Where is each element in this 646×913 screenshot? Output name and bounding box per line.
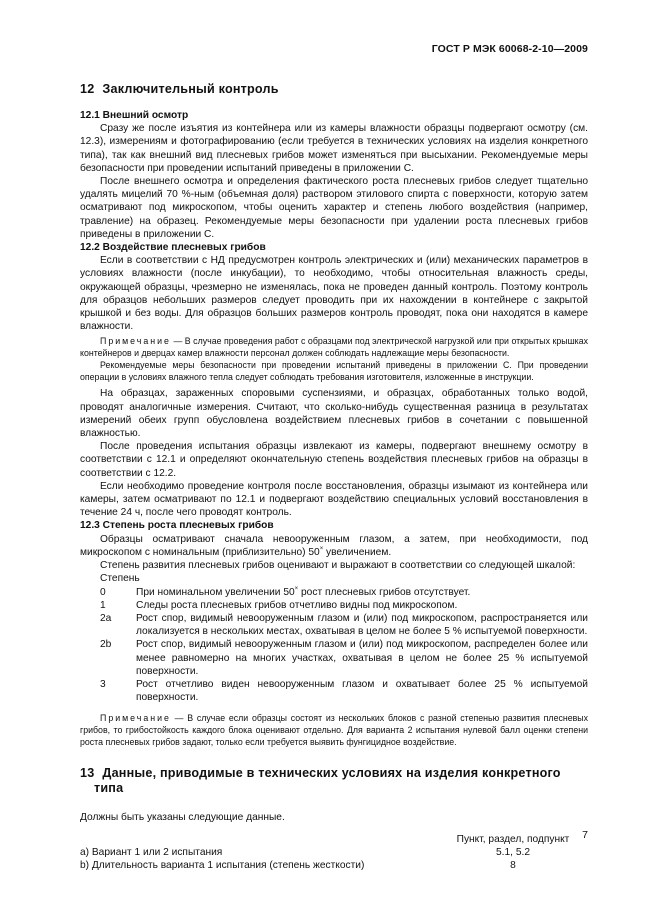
table-row: [80, 846, 588, 859]
section-13-number: 13: [80, 766, 95, 781]
table-header-row: [80, 833, 588, 846]
paragraph-12-2-b: На образцах, зараженных споровыми суспензиями, и образцах, обработанных только водой, проводят аналогичные измерения. Считают, что сколько-нибудь существенная разница в результатах измерений обеих групп обусловлена воздействием плесневых грибов в сочетании с повышенной влажностью.: [80, 388, 588, 440]
scale-item: 3 Рост отчетливо виден невооруженным глазом и охватывает более 25 % испытуемой поверхности.: [100, 678, 588, 704]
table-cell-item: b) Длительность варианта 1 испытания (степень жесткости): [80, 859, 365, 871]
paragraph-12-1-b: После внешнего осмотра и определения фактического роста плесневых грибов следует тщательно удалять мицелий 70 %-ным (объемная доля) раствором этилового спирта с поверхности, которую затем осматривают под микроскопом, чтобы оценить характер и степень любого воздействия (например, травление) на образец. Рекомендуемые меры безопасности при удалении роста плесневых грибов приведены в приложении С.: [80, 176, 588, 240]
section-12-title: Заключительный контроль: [102, 82, 279, 96]
paragraph-12-3-b: Степень развития плесневых грибов оценивают и выражают в соответствии со следующей шкалой:: [100, 560, 576, 572]
page-content: [80, 82, 588, 872]
scale-item: 2b Рост спор, видимый невооруженным глазом и (или) под микроскопом, распределен более или менее равномерно на многих участках, охватывая в целом не более 25 % испытуемой поверхности.: [100, 639, 588, 677]
note-text: — В случае если образцы состоят из нескольких блоков с разной степенью развития плесневых грибов, то грибостойкость каждого блока оценивают отдельно. Для варианта 2 испытания нулевой балл оценки степени роста плесневых грибов задают, только если требуется выявить фунгицидное воздействие.: [80, 713, 588, 748]
section-12-heading: [80, 82, 588, 97]
table-cell-ref: 5.1, 5.2: [496, 846, 530, 858]
table-row: [80, 859, 588, 872]
growth-scale-list: [80, 586, 588, 705]
table-cell-ref: 8: [510, 859, 516, 871]
scale-item: 0 При номинальном увеличении 50× рост плесневых грибов отсутствует.: [100, 585, 471, 598]
section-13-heading: [80, 766, 588, 796]
paragraph-12-1-a: Сразу же после изъятия из контейнера или из камеры влажности образцы подвергают осмотру (см. 12.3), измерениям и фотографированию (если требуется в технических условиях на изделия конкретного типа), так как внешний вид плесневых грибов может изменяться при высыхании. Рекомендуемые меры безопасности при проведении испытаний приведены в приложении С.: [80, 123, 588, 174]
scale-item: 1 Следы роста плесневых грибов отчетливо видны под микроскопом.: [100, 599, 458, 611]
section-13-title-line2: типа: [94, 781, 124, 796]
scale-label: Степень: [100, 573, 140, 585]
note-12-2-b: Рекомендуемые меры безопасности при проведении испытаний приведены в приложении С. При проведении операции в условиях влажного тепла следует соблюдать требования изготовителя, изложенные в инструкции.: [80, 360, 588, 383]
subsection-12-2-title: 12.2 Воздействие плесневых грибов: [80, 242, 266, 254]
section-13-title-line1: Данные, приводимые в технических условиях на изделия конкретного: [102, 766, 561, 781]
note-12-3: [80, 712, 588, 748]
paragraph-12-2-a: Если в соответствии с НД предусмотрен контроль электрических и (или) механических параметров в условиях влажности (после инкубации), то необходимо, чтобы относительная влажность среды, окружающей образцы, чрезмерно не изменялась, пока не проведен данный контроль. Поэтому контроль для образцов небольших размеров следует проводить при их нахождении в контейнере с закрытой крышкой и без воды. Для образцов больших размеров контроль проводят, пока они находятся в камере влажности.: [80, 255, 588, 333]
section-13-intro: Должны быть указаны следующие данные.: [80, 812, 285, 824]
note-12-2-a: [80, 335, 588, 359]
note-text: — В случае проведения работ с образцами под электрической нагрузкой или при открытых крышках контейнеров и дверцах камер влажности персонал должен соблюдать надлежащие меры безопасности.: [80, 336, 588, 359]
paragraph-12-3-a: Образцы осматривают сначала невооруженным глазом, а затем, при необходимости, под микроскопом с номинальным (приблизительно) 50× увеличением.: [80, 533, 588, 558]
column-header: Пункт, раздел, подпункт: [456, 833, 570, 845]
paragraph-12-2-d: Если необходимо проведение контроля после восстановления, образцы изымают из контейнера или камеры, затем осматривают по 12.1 и подвергают воздействию специальных условий восстановления в течение 24 ч, после чего проводят контроль.: [80, 480, 588, 519]
note-label: Примечание: [100, 713, 171, 724]
paragraph-12-2-c: После проведения испытания образцы извлекают из камеры, подвергают внешнему осмотру в соответствии с 12.1 и определяют окончательную степень воздействия плесневых грибов на образцы в соответствии с 12.2.: [80, 441, 588, 479]
standard-code-header: ГОСТ Р МЭК 60068-2-10—2009: [431, 43, 588, 55]
subsection-12-1-title: 12.1 Внешний осмотр: [80, 110, 189, 121]
requirements-table: [80, 833, 588, 873]
note-label: Примечание: [100, 336, 171, 347]
page-number: 7: [582, 829, 588, 841]
subsection-12-3-title: 12.3 Степень роста плесневых грибов: [80, 520, 274, 532]
table-cell-item: a) Вариант 1 или 2 испытания: [80, 846, 223, 858]
scale-item: 2a Рост спор, видимый невооруженным глазом и (или) под микроскопом, распространяется или локализуется в нескольких местах, охватывая в целом не более 5 % испытуемой поверхности.: [100, 612, 588, 638]
section-12-number: 12: [80, 82, 95, 96]
